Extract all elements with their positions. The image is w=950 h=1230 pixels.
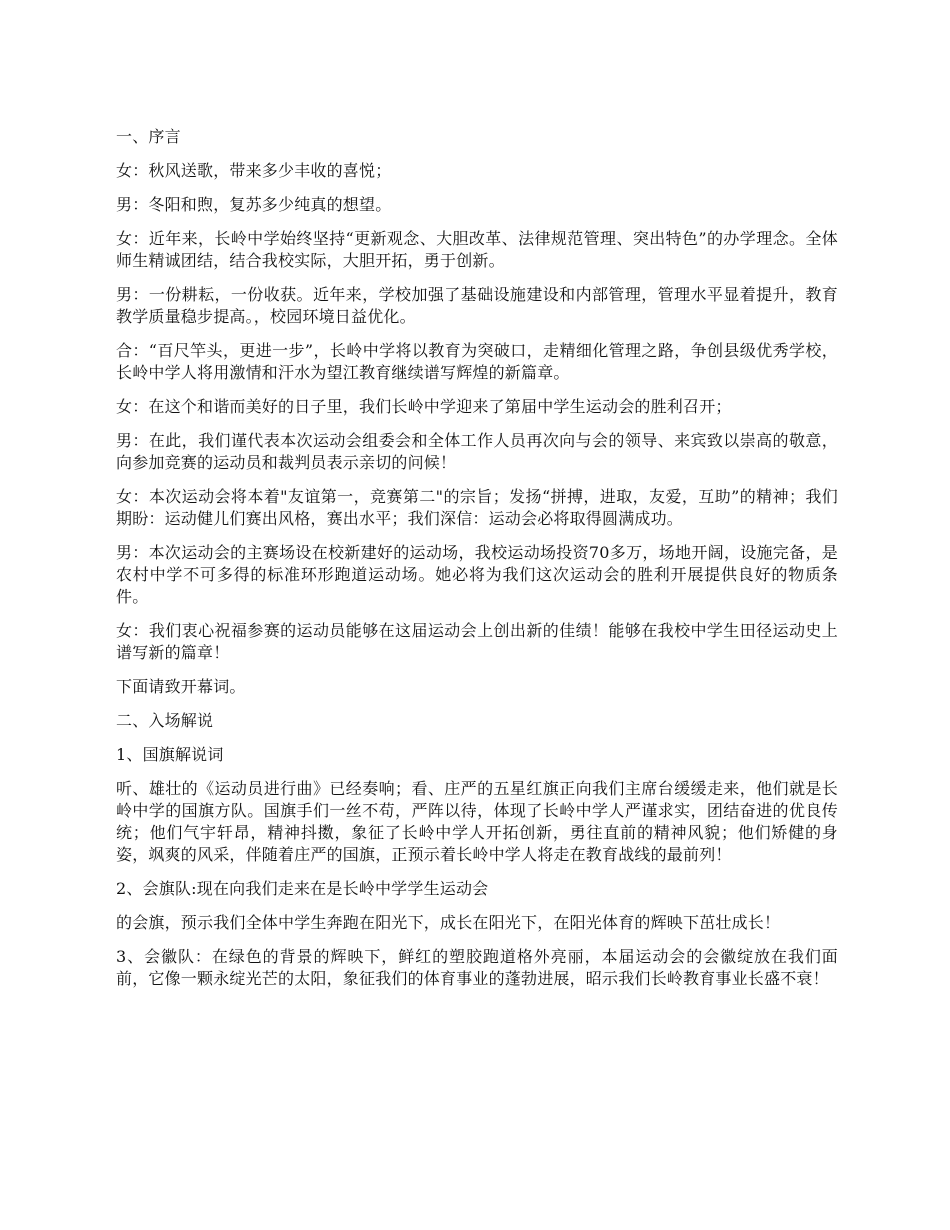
- heading-preface: 一、序言: [116, 127, 181, 146]
- paragraph-emblem: 3、会徽队：在绿色的背景的辉映下，鲜红的塑胶跑道格外亮丽，本届运动会的会徽绽放在我们面前，它像一颗永绽光芒的太阳，象征我们的体育事业的蓬勃进展，昭示我们长岭教育事业长盛不衰！: [116, 947, 838, 988]
- heading-meet-flag: 2、会旗队:现在向我们走来在是长岭中学学生运动会: [116, 879, 489, 898]
- paragraph-female-3: 女：在这个和谐而美好的日子里，我们长岭中学迎来了第届中学生运动会的胜利召开；: [116, 397, 732, 416]
- paragraph-national-flag: 听、雄壮的《运动员进行曲》已经奏响；看、庄严的五星红旗正向我们主席台缓缓走来，他们就是长岭中学的国旗方队。国旗手们一丝不苟，严阵以待，体现了长岭中学人严谨求实，团结奋进的优良传统；他们气宇轩昂，精神抖擞，象征了长岭中学人开拓创新，勇往直前的精神风貌；他们矫健的身姿，飒爽的风采，伴随着庄严的国旗，正预示着长岭中学人将走在教育战线的最前列！: [116, 779, 838, 864]
- paragraph-male-2: 男：一份耕耘，一份收获。近年来，学校加强了基础设施建设和内部管理，管理水平显着提升，教育教学质量稳步提高。，校园环境日益优化。: [116, 285, 838, 326]
- paragraph-together: 合：“百尺竿头，更进一步”，长岭中学将以教育为突破口，走精细化管理之路，争创县级优秀学校，长岭中学人将用激情和汗水为望江教育继续谱写辉煌的新篇章。: [116, 341, 838, 382]
- paragraph-male-1: 男：冬阳和煦，复苏多少纯真的想望。: [116, 195, 392, 214]
- paragraph-meet-flag: 的会旗，预示我们全体中学生奔跑在阳光下，成长在阳光下，在阳光体育的辉映下茁壮成长！: [116, 913, 781, 932]
- paragraph-female-5: 女：我们衷心祝福参赛的运动员能够在这届运动会上创出新的佳绩！能够在我校中学生田径运动史上谱写新的篇章！: [116, 621, 838, 662]
- paragraph-female-2: 女：近年来，长岭中学始终坚持“更新观念、大胆改革、法律规范管理、突出特色”的办学理念。全体师生精诚团结，结合我校实际，大胆开拓，勇于创新。: [116, 229, 838, 270]
- paragraph-female-1: 女：秋风送歌，带来多少丰收的喜悦；: [116, 161, 392, 180]
- heading-entrance: 二、入场解说: [116, 711, 214, 730]
- paragraph-male-4: 男：本次运动会的主赛场设在校新建好的运动场，我校运动场投资70多万，场地开阔，设施完备，是农村中学不可多得的标准环形跑道运动场。她必将为我们这次运动会的胜利开展提供良好的物质条件。: [116, 543, 838, 606]
- document-page: [116, 126, 838, 1002]
- paragraph-female-4: 女：本次运动会将本着"友谊第一，竞赛第二"的宗旨；发扬“拼搏，进取，友爱，互助”的精神；我们期盼：运动健儿们赛出风格，赛出水平；我们深信：运动会必将取得圆满成功。: [116, 487, 838, 528]
- paragraph-male-3: 男：在此，我们谨代表本次运动会组委会和全体工作人员再次向与会的领导、来宾致以崇高的敬意，向参加竞赛的运动员和裁判员表示亲切的问候！: [116, 431, 838, 472]
- paragraph-opening-speech: 下面请致开幕词。: [116, 677, 246, 696]
- heading-national-flag: 1、国旗解说词: [116, 745, 224, 764]
